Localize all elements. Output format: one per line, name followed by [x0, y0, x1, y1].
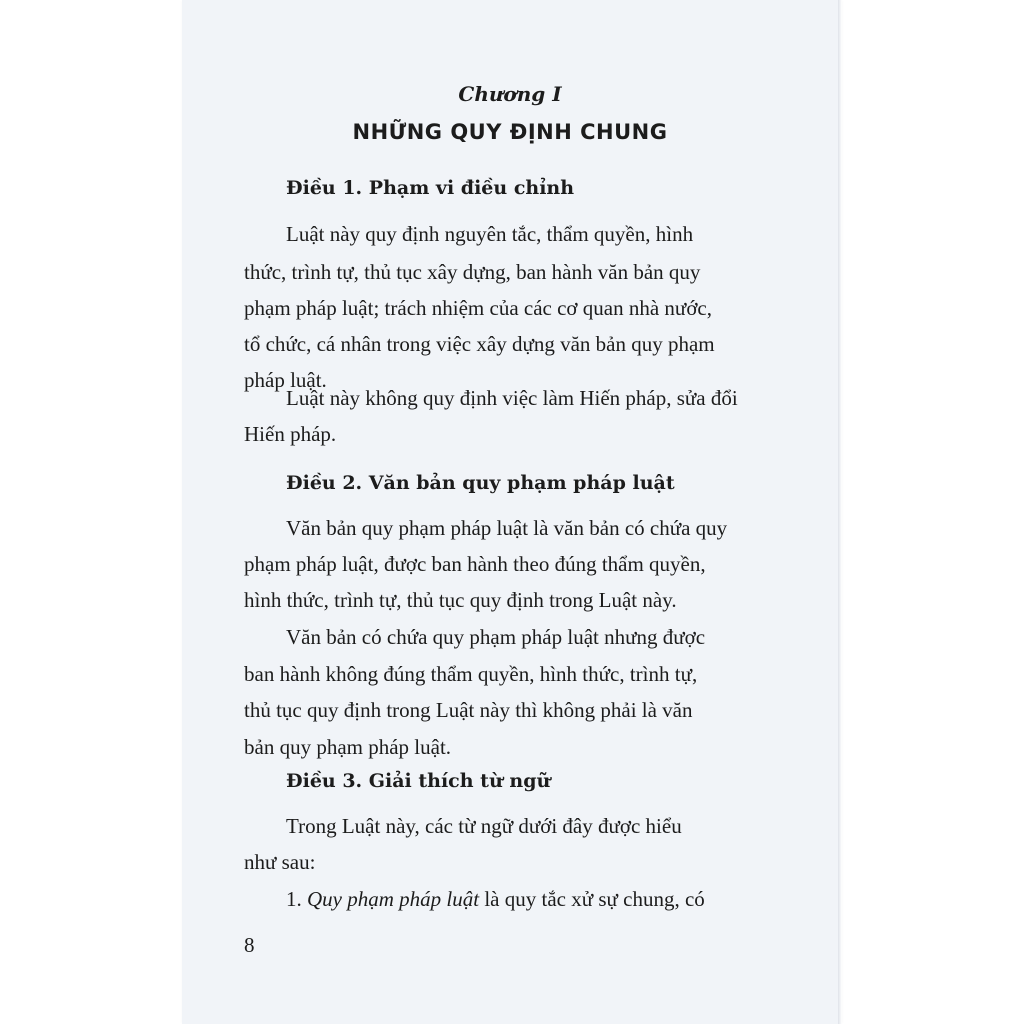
article-2-line-5: ban hành không đúng thẩm quyền, hình thức, trình tự,: [244, 662, 698, 686]
article-2-line-3: hình thức, trình tự, thủ tục quy định trong Luật này.: [244, 588, 677, 612]
article-2-line-7: bản quy phạm pháp luật.: [244, 735, 452, 759]
article-3-item-1: [286, 887, 806, 912]
text-line: Luật này không quy định việc làm Hiến pháp, sửa đổi: [286, 386, 738, 410]
chapter-label: Chương I: [458, 82, 562, 106]
article-1-line-7: Hiến pháp.: [244, 422, 337, 446]
article-1-heading: Điều 1. Phạm vi điều chỉnh: [286, 177, 575, 199]
defined-term: Quy phạm pháp luật: [307, 887, 480, 911]
page-number: 8: [244, 933, 255, 957]
section-title: NHỮNG QUY ĐỊNH CHUNG: [352, 120, 668, 144]
article-1-line-4: tổ chức, cá nhân trong việc xây dựng văn bản quy phạm: [244, 332, 715, 356]
item-text: là quy tắc xử sự chung, có: [484, 887, 705, 911]
article-2-line-2: phạm pháp luật, được ban hành theo đúng thẩm quyền,: [244, 552, 706, 576]
article-3-line-2: như sau:: [244, 850, 316, 874]
article-1-line-1: [286, 222, 804, 247]
article-1-line-5: pháp luật.: [244, 368, 327, 392]
article-3-heading: Điều 3. Giải thích từ ngữ: [286, 770, 551, 792]
article-1-line-2: thức, trình tự, thủ tục xây dựng, ban hành văn bản quy: [244, 260, 701, 284]
article-2-line-4: Văn bản có chứa quy phạm pháp luật nhưng được: [286, 625, 706, 649]
article-3-line-1: Trong Luật này, các từ ngữ dưới đây được hiểu: [286, 814, 682, 838]
article-1-line-6: [286, 386, 806, 411]
article-2-heading: Điều 2. Văn bản quy phạm pháp luật: [286, 472, 675, 494]
article-2-line-1: Văn bản quy phạm pháp luật là văn bản có chứa quy: [286, 516, 728, 540]
item-number: 1.: [286, 887, 302, 911]
page-edge: [838, 0, 842, 1024]
text-line: Luật này quy định nguyên tắc, thẩm quyền, hình: [286, 222, 694, 246]
article-1-line-3: phạm pháp luật; trách nhiệm của các cơ quan nhà nước,: [244, 296, 712, 320]
article-2-line-6: thủ tục quy định trong Luật này thì không phải là văn: [244, 698, 693, 722]
